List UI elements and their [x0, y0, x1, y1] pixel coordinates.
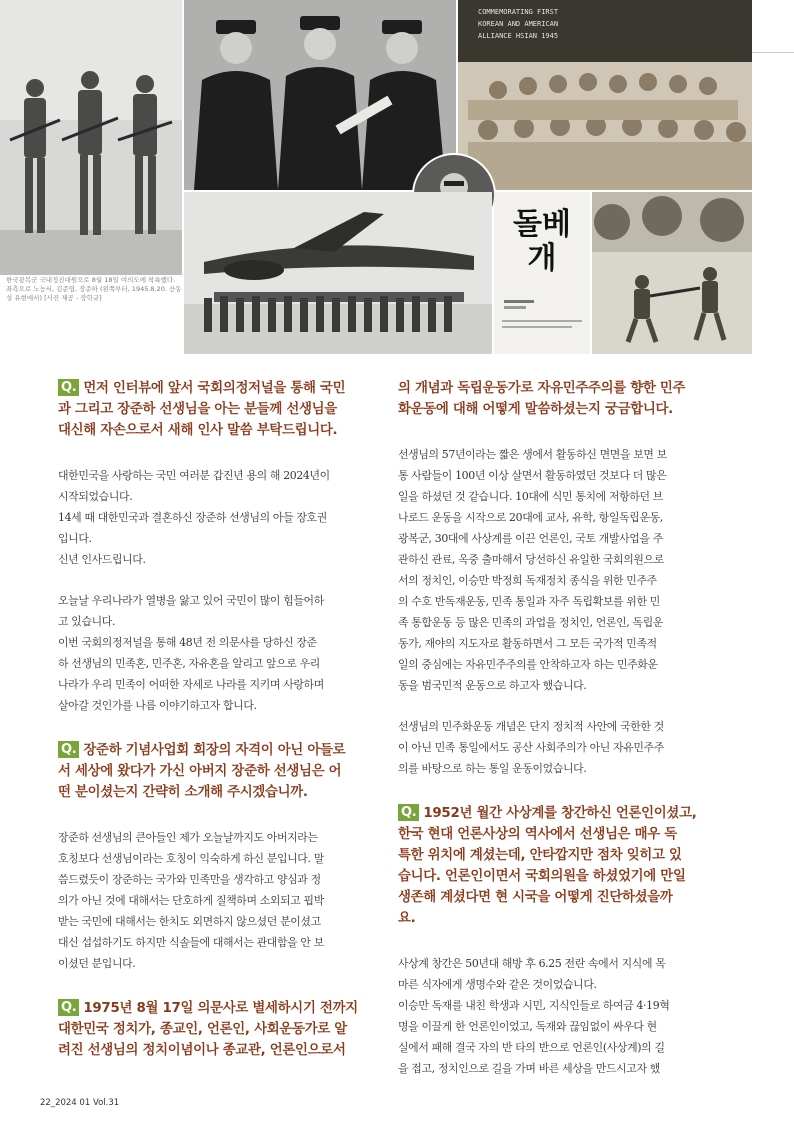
allied-inscription: COMMEMORATING FIRST	[478, 8, 559, 16]
photo-airplane-group	[184, 192, 492, 354]
right-column	[398, 378, 720, 1079]
question-2: Q. 장준하 기념사업회 회장의 자격이 아닌 아들로 서 세상에 왔다가 가신 아버지 장준하 선생님은 어 떤 분이셨는지 간략히 소개해 주시겠습니까.	[58, 742, 346, 800]
page-footer	[40, 1098, 119, 1108]
answer-3-continued: 선생님의 민주화운동 개념은 단지 정치적 사안에 국한한 것 이 아닌 민족 통일에서도 공산 사회주의가 아닌 자유민주주 의를 바탕으로 하는 통일 운동이었습니다.	[398, 720, 664, 775]
photo-caption: 한국광복군 국내정진대원으로 8월 18일 여의도에 착륙했다. 좌측으로 노능서, 김준엽, 장준하 (왼쪽부터, 1945.8.20. 산동성 유현에서) [사진 제공 - 장학규]	[6, 276, 182, 302]
question-badge: Q.	[58, 741, 79, 758]
issue-date: _2024 01	[50, 1098, 91, 1108]
question-4: Q. 1952년 월간 사상계를 창간하신 언론인이셨고, 한국 현대 언론사상의 역사에서 선생님은 매우 독 특한 위치에 계셨는데, 안타깝지만 점차 잊히고 있 습니다. 언론인이면서 국회의원을 하셨었기에 만일 생존해 계셨다면 현 시국을 어떻게 진단하셨을까 요.	[398, 805, 697, 926]
question-3: Q. 1975년 8월 17일 의문사로 별세하시기 전까지 대한민국 정치가, 종교인, 언론인, 사회운동가로 알 려진 선생님의 정치이념이나 종교관, 언론인으로서	[58, 1000, 358, 1058]
answer-1: 대한민국을 사랑하는 국민 여러분 갑진년 용의 해 2024년이 시작되었습니다. 14세 때 대한민국과 결혼하신 장준하 선생님의 아들 장호권 입니다. 신년 인사드립니다.	[58, 469, 330, 566]
photo-training-field	[592, 192, 752, 354]
answer-3: 선생님의 57년이라는 짧은 생에서 활동하신 면면을 보면 보 통 사람들이 100년 이상 살면서 활동하였던 것보다 더 많은 일을 하셨던 것 같습니다. 10대에 식민 통치에 저항하던 브 나로드 운동을 시작으로 20대에 교사, 유학, 항일독립운동, 광복군, 30대에 사상계를 이끈 언론인, 국토 개발사업을 주 관하신 관료, 옥중 출마해서 당선하신 유일한 국회의원으로 서의 정치인, 이승만 박정희 독재정치 종식을 위한 민주주 의 수호 반독재운동, 민족 통일과 자주 독립확보를 위한 민 족 통합운동 등 많은 민족의 과업을 정치인, 언론인, 독립운 동가, 재야의 지도자로 활동하면서 그 모든 국가적 민족적 일의 중심에는 자유민주주의를 안착하고자 하는 민주화운 동을 범국민적 운동으로 하고자 했습니다.	[398, 448, 667, 692]
question-1: Q. 먼저 인터뷰에 앞서 국회의정저널을 통해 국민 과 그리고 장준하 선생님을 아는 분들께 선생님을 대신해 자손으로서 새해 인사 말씀 부탁드립니다.	[58, 380, 346, 438]
page-number: 22	[40, 1098, 51, 1108]
question-3-continued: 의 개념과 독립운동가로 자유민주주의를 향한 민주 화운동에 대해 어떻게 말씀하셨는지 궁금합니다.	[398, 381, 686, 417]
question-badge: Q.	[58, 999, 79, 1016]
volume-number: Vol.31	[92, 1098, 120, 1108]
photo-soldiers-three	[0, 0, 182, 275]
question-badge: Q.	[398, 804, 419, 821]
photo-allied-group	[458, 0, 752, 190]
answer-2: 장준하 선생님의 큰아들인 제가 오늘날까지도 아버지라는 호칭보다 선생님이라는 호칭이 익숙하게 하신 분입니다. 말 씀드렸듯이 장준하는 국가와 민족만을 생각하고 양심과 정 의가 아닌 것에 대해서는 단호하게 질책하며 소외되고 핍박 받는 국민에 대해서는 한치도 외면하지 않으셨던 분이셨고 대신 섭섭하기도 하지만 식솔들에 대해서는 관대함을 안 보 이셨던 분입니다.	[58, 831, 324, 970]
svg-text:KOREAN AND AMERICAN: KOREAN AND AMERICAN	[478, 20, 559, 28]
book-title-text: 돌베	[513, 207, 571, 242]
left-column	[58, 378, 380, 1061]
photo-students-three	[184, 0, 456, 190]
answer-1-continued: 오늘날 우리나라가 열병을 앓고 있어 국민이 많이 힘들어하 고 있습니다. 이번 국회의정저널을 통해 48년 전 의문사를 당하신 장준 하 선생님의 민족혼, 민주혼, 자유혼을 알리고 앞으로 우리 나라가 우리 민족이 어떠한 자세로 나라를 지키며 사랑하며 살아갈 것인가를 나름 이야기하고자 합니다.	[58, 594, 324, 712]
svg-text:개: 개	[527, 241, 557, 276]
decor-line	[752, 52, 794, 53]
photo-book-cover	[494, 192, 590, 354]
answer-4: 사상계 창간은 50년대 해방 후 6.25 전란 속에서 지식에 목 마른 식자에게 생명수와 같은 것이었습니다. 이승만 독재를 내친 학생과 시민, 지식인들로 하여금 4·19혁 명을 이끌게 한 언론인이었고, 독재와 끊임없이 싸우다 현 실에서 패해 결국 자의 반 타의 반으로 언론인(사상계)의 길 을 접고, 정치인으로 길을 가며 바른 세상을 만드시고자 했	[398, 957, 670, 1075]
svg-text:ALLIANCE HSIAN 1945: ALLIANCE HSIAN 1945	[478, 32, 559, 40]
question-badge: Q.	[58, 379, 79, 396]
